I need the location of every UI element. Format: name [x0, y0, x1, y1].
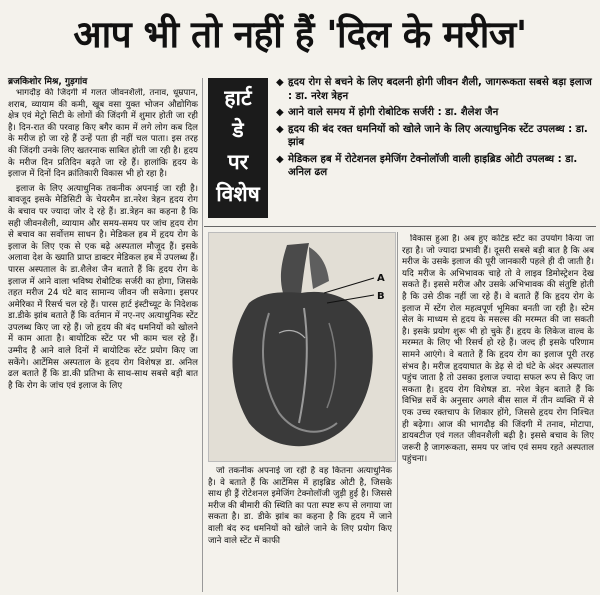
heart-photo — [208, 232, 396, 462]
section-label-line: हार्ट — [224, 86, 252, 110]
highlight-text: हृदय रोग से बचने के लिए बदलनी होगी जीवन शैली, जागरूकता सबसे बड़ा इलाज : डा. नरेश त्रेहन — [288, 77, 592, 102]
highlights-list — [276, 76, 596, 183]
paragraph: विकास हुआ है। अब हुए कोटेड स्टेंट का उपयोग किया जा रहा है। जो ज्यादा प्रभावी हैं। दूसरी सबसे बड़ी बात है कि अब मरीज के उसके इलाज की पूरी जानकारी पहले ही दी जाती है। यदि मरीज के अभिभावक चाहे तो वे लाइव डिमोस्ट्रेशन देख सकते हैं। इससे मरीज और उसके अभिभावक की संतुष्टि होती है कि उसे ठीक नहीं जा रहे हैं। वे बताते हैं कि हृदय रोग के इलाज में स्टेंग रोल महत्वपूर्ण भूमिका बनती जा रही है। स्टेम सेल के माध्यम से हृदय के मसल्स की मरम्मत की जा सकती है। इसके प्रयोग शुरू भी हो चुके हैं। हृदय के लिकेज वाल्व के मरम्मत के लिए भी रिसर्च हो रहे हैं। जल्द ही इसके परिणाम सामने आएंगे। वे बताते हैं कि हृदय रोग का इलाज पूरी तरह संभव है। मरीज हृदयाघात के डेढ़ से दो घंटे के अंदर अस्पताल पहुंच जाता है तो उसका इलाज ज्यादा सफल रूप से किए जा सकता है। हृदय रोग विशेषज्ञ डा. नरेश त्रेहन बताते हैं कि विभिन्न सर्वे के अनुसार अगले बीस साल में तीन व्यक्ति में से एक उच्च रक्तचाप के शिकार होंगे, जिससे हृदय रोग निश्चित ही बढ़ेगा। आज की भागदौड़ की जिंदगी में तनाव, मोटापा, डायबटीज एवं गलत जीवनशैली बढ़ी है। इससे बचाव के लिए जरूरी है जागरूकता, समय पर जांच एवं समय रहते अस्पताल पहुंचना। — [402, 234, 594, 465]
highlight-item — [276, 123, 596, 150]
section-label-line: पर — [227, 150, 249, 174]
bullet-diamond-icon: ◆ — [276, 77, 284, 88]
photo-label-a: A — [377, 273, 385, 284]
horizontal-rule — [204, 226, 596, 227]
highlight-text: आने वाले समय में होगी रोबोटिक सर्जरी : डा. शैलेश जैन — [288, 107, 499, 118]
paragraph: इलाज के लिए अत्याधुनिक तकनीक अपनाई जा रही है। बावजूद इसके मेडिसिटी के चेयरमैन डा.नरेश त्रेहन हृदय रोग के बचाव पर ज्यादा जोर दे रहे हैं। डा.त्रेहन का कहना है कि सही जीवनशैली, व्यायाम और समय-समय पर जांच हृदय रोग से बचाव का सर्वोत्तम साधन है। मेडिकल हब में हृदय रोग के इलाज के लिए एक से एक बढ़े अस्पताल मौजूद हैं। इसके अलावा देश के ख्याति प्राप्त डाक्टर मेडिकल हब में उपलब्ध हैं। पारस अस्पताल के डा.शैलेश जैन बताते हैं कि हृदय रोग के इलाज में आने वाला भविष्य रोबोटिक सर्जरी का होगा, जिसके तहत मरीज 24 घंटे बाद सामान्य जीवन जी सकेगा। इसपर अमेरिका में रिसर्च चल रहे हैं। पारस हार्ट इंस्टीच्यूट के निदेशक डा.डीके झांब बताते हैं कि वर्तमान में नए-नए अत्याधुनिक स्टेंट उपलब्ध किए जा रहे हैं। जो हृदय की बंद धमनियों को खोलने में काम आता है। बायोटिक स्टेंट पर भी काम चल रहे हैं। उम्मीद है आने वाले दिनों में बायोटिक स्टेंट प्रयोग किए जा सकेंगे। आर्टेमिस अस्पताल के हृदय रोग विशेषज्ञ डा. अनिल ढल बताते हैं कि डा.की प्रतिभा के साथ-साथ सबसे बड़ी बात है कि रोग के जांच एवं इलाज के लिए — [8, 183, 198, 391]
section-label-line: डे — [232, 118, 244, 142]
article-column-right — [402, 234, 594, 592]
highlight-text: हृदय की बंद रक्त धमनियों को खोले जाने के लिए अत्याधुनिक स्टेंट उपलब्ध : डा. झांब — [288, 123, 588, 148]
highlight-item — [276, 153, 596, 180]
bullet-diamond-icon: ◆ — [276, 153, 284, 165]
column-divider — [202, 78, 203, 592]
column-divider — [397, 232, 398, 592]
byline: ब्रजकिशोर मिश्र, गुड़गांव — [8, 77, 88, 87]
bullet-diamond-icon: ◆ — [276, 123, 284, 135]
headline: आप भी तो नहीं हैं 'दिल के मरीज' — [73, 13, 527, 56]
section-label-box — [208, 78, 268, 218]
photo-label-b: B — [377, 291, 385, 302]
article-column-left — [8, 88, 198, 592]
paragraph: भागदौड़ की जिंदगी में गलत जीवनशैली, तनाव, धूम्रपान, शराब, व्यायाम की कमी, खूब वसा युक्त भोजन औद्योगिक क्षेत्र एवं मेट्रो सिटी के लोगों की जिंदगी में शुमार होती जा रही है। दिन-रात की परवाह किए बगैर काम में लगे लोग कब दिल के मरीज हो जा रहे हैं उन्हें पता ही नहीं चल पाता। इस तरह की जिंदगी उनके लिए खतरनाक साबित होती जा रही है। हृदय के मरीज दिन प्रतिदिन बढ़ते जा रहे हैं। हालांकि हृदय के इलाज में दिनों दिन क्रांतिकारी विकास भी हो रहा है। — [8, 88, 198, 180]
highlight-text: मेडिकल हब में रोटेशनल इमेजिंग टेक्नोलॉजी वाली हाइब्रिड ओटी उपलब्ध : डा. अनिल ढल — [288, 153, 578, 178]
paragraph: जो तकनीक अपनाई जा रही है वह कितना अत्याधुनिक है। वे बताते हैं कि आर्टेमिस में हाइब्रिड ओटी है, जिसके साथ ही ड्रैं रोटेशनल इमेजिंग टेक्नोलॉजी जुड़ी हुई है। जिससे मरीज की बीमारी की स्थिति का पता स्पष्ट रूप से लगाया जा सकता है। डा. डीके झांब का कहना है कि हृदय में जाने वाली बंद रुद धमनियों को खोले जाने के लिए प्रयोग किए जाने वाले स्टेंट में काफी — [208, 466, 392, 546]
highlight-item — [276, 76, 596, 103]
highlight-item — [276, 106, 596, 120]
article-column-middle — [208, 466, 392, 592]
section-label-line: विशेष — [216, 182, 260, 206]
bullet-diamond-icon: ◆ — [276, 107, 284, 118]
heart-illustration — [209, 233, 395, 461]
